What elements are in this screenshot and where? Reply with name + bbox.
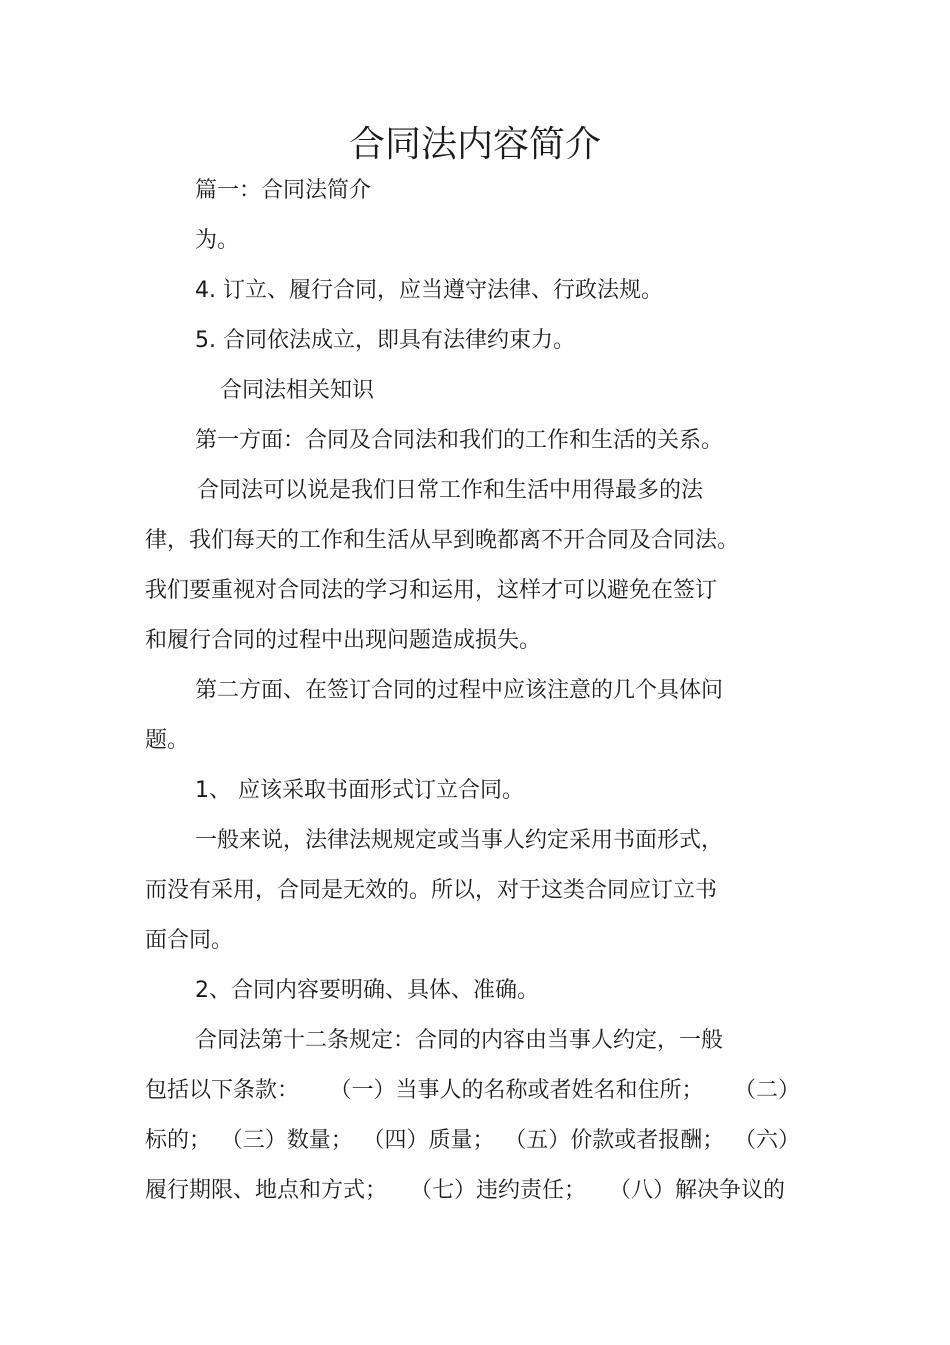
text-line: 第一方面：合同及合同法和我们的工作和生活的关系。: [195, 428, 724, 453]
document-title: 合同法内容简介: [348, 124, 601, 165]
text-segment: （四）质量；: [362, 1128, 495, 1153]
text-segment: （二）: [733, 1078, 800, 1103]
text-line: 第二方面、在签订合同的过程中应该注意的几个具体问: [195, 678, 724, 703]
text-line: [145, 1075, 800, 1107]
text-line: 合同法第十二条规定：合同的内容由当事人约定，一般: [195, 1028, 724, 1053]
text-segment: （一）当事人的名称或者姓名和住所；: [329, 1078, 704, 1103]
text-line: 面合同。: [145, 928, 234, 953]
text-segment: 标的；: [145, 1128, 212, 1153]
text-segment: 包括以下条款：: [145, 1078, 300, 1103]
text-line: 合同法可以说是我们日常工作和生活中用得最多的法: [197, 478, 704, 503]
text-line: 2、合同内容要明确、具体、准确。: [195, 978, 539, 1003]
text-line: 4. 订立、履行合同，应当遵守法律、行政法规。: [195, 278, 663, 303]
text-segment: （八）解决争议的: [608, 1178, 785, 1203]
text-line: [145, 1125, 800, 1157]
text-segment: 履行期限、地点和方式；: [145, 1178, 388, 1203]
text-segment: （三）数量；: [220, 1128, 353, 1153]
text-line: [145, 1175, 785, 1207]
text-line: 题。: [145, 728, 190, 753]
text-line: 我们要重视对合同法的学习和运用，这样才可以避免在签订: [145, 578, 718, 603]
text-line: 1、 应该采取书面形式订立合同。: [195, 778, 524, 803]
text-line: 而没有采用，合同是无效的。所以，对于这类合同应订立书: [145, 878, 718, 903]
text-line: 律，我们每天的工作和生活从早到晚都离不开合同及合同法。: [145, 528, 740, 553]
text-segment: （五）价款或者报酬；: [504, 1128, 725, 1153]
section-heading: 篇一：合同法简介: [195, 178, 372, 203]
text-segment: （七）违约责任；: [409, 1178, 586, 1203]
text-line: 一般来说，法律法规规定或当事人约定采用书面形式，: [195, 828, 724, 853]
text-line: 为。: [195, 228, 240, 253]
text-line: 和履行合同的过程中出现问题造成损失。: [145, 628, 542, 653]
text-line: 5. 合同依法成立，即具有法律约束力。: [195, 328, 575, 353]
subsection-heading: 合同法相关知识: [220, 378, 375, 403]
text-segment: （六）: [733, 1128, 800, 1153]
